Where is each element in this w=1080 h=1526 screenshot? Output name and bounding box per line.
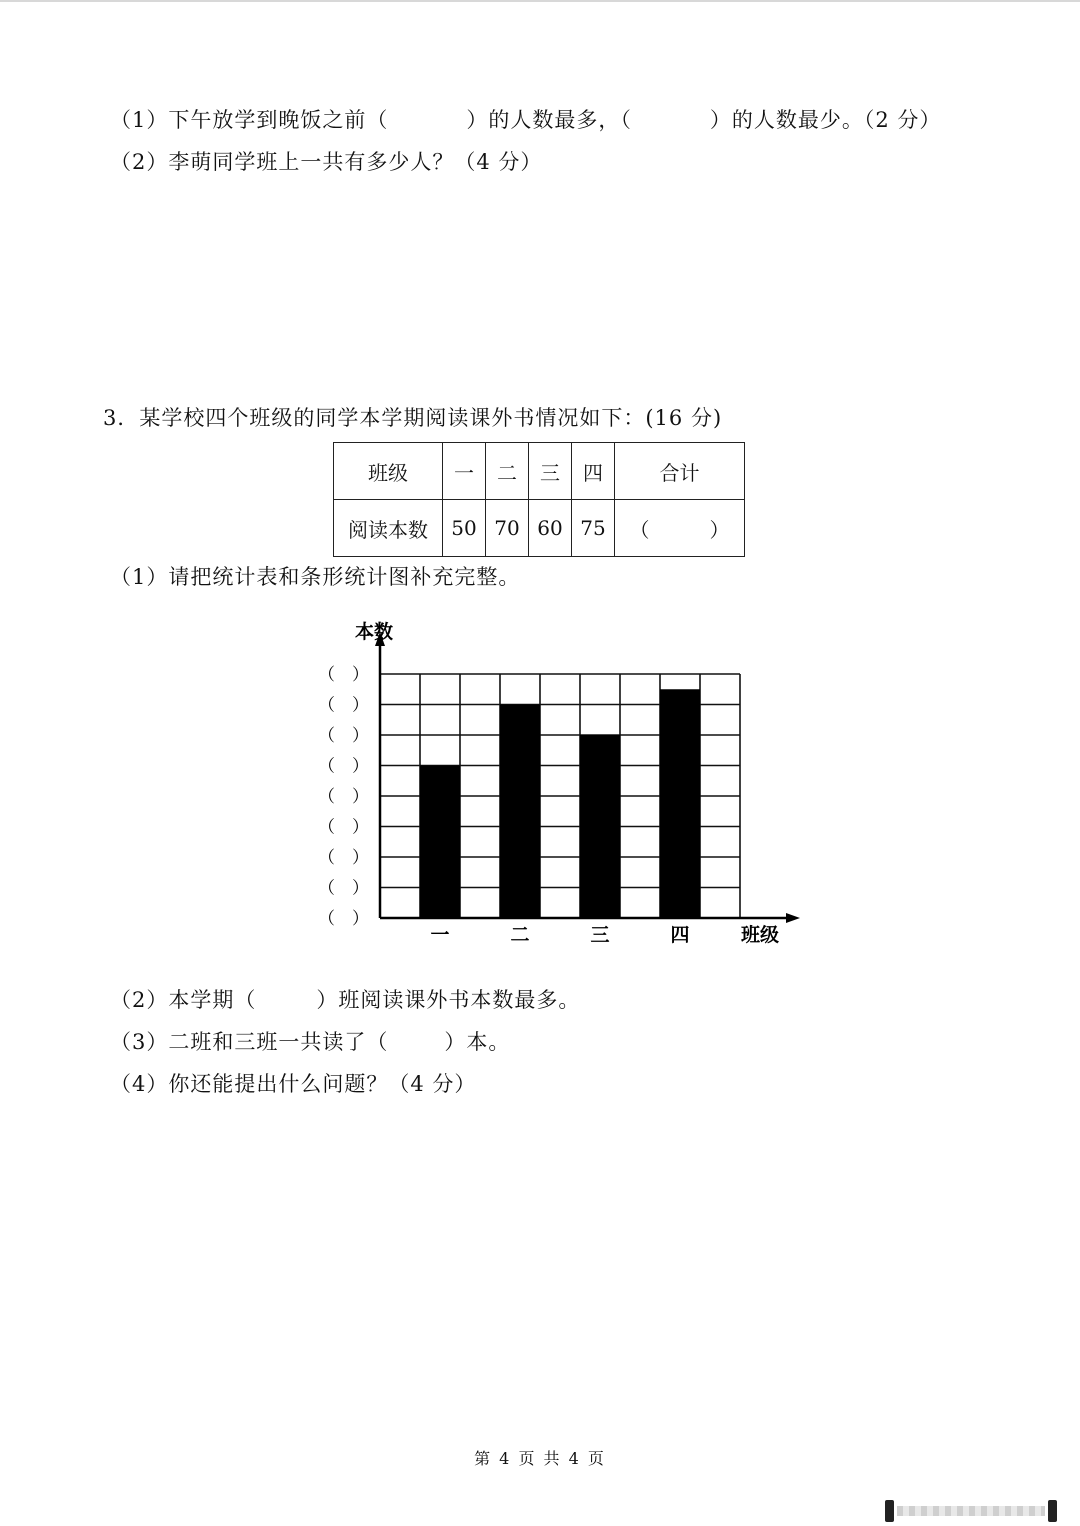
total-answer-cell[interactable]: （ ）	[615, 500, 745, 557]
x-axis-label: 班级	[740, 924, 780, 946]
question-2-2: （2）李萌同学班上一共有多少人？（4 分）	[110, 150, 543, 174]
x-axis-arrow	[786, 913, 800, 923]
y-tick-blank: （ ）	[318, 756, 369, 777]
table-cell: 70	[486, 500, 529, 557]
table-cell: 一	[443, 443, 486, 500]
question-3-1: （1）请把统计表和条形统计图补充完整。	[110, 565, 521, 589]
x-tick-label: 三	[590, 924, 610, 946]
y-tick-blank: （ ）	[318, 787, 369, 807]
table-row	[334, 500, 745, 557]
y-tick-blank: （ ）	[318, 817, 369, 838]
reading-stats-table	[333, 442, 745, 557]
scrollbar-right-cap[interactable]	[1048, 1500, 1057, 1522]
question-3-title: 3．某学校四个班级的同学本学期阅读课外书情况如下：(16 分)	[103, 406, 723, 430]
y-axis-label: 本数	[354, 621, 394, 643]
y-tick-blank: （ ）	[318, 726, 369, 746]
scrollbar-track[interactable]	[897, 1506, 1045, 1516]
bar-二	[500, 705, 540, 919]
table-row	[334, 443, 745, 500]
bar-chart	[310, 612, 810, 952]
table-cell: 班级	[334, 443, 443, 500]
table-cell: 四	[572, 443, 615, 500]
table-cell: 三	[529, 443, 572, 500]
table-cell: 60	[529, 500, 572, 557]
y-tick-blank: （ ）	[318, 695, 369, 716]
bar-一	[420, 766, 460, 919]
y-tick-blank: （ ）	[318, 665, 369, 685]
table-cell: 合计	[615, 443, 745, 500]
x-tick-label: 一	[430, 924, 450, 946]
scrollbar[interactable]	[885, 1500, 1057, 1522]
table-cell: 50	[443, 500, 486, 557]
x-tick-label: 四	[670, 924, 690, 946]
y-tick-blank: （ ）	[318, 848, 369, 868]
table-cell: 75	[572, 500, 615, 557]
table-cell: 二	[486, 443, 529, 500]
question-3-2: （2）本学期（ ）班阅读课外书本数最多。	[110, 988, 581, 1012]
y-tick-blank: （ ）	[318, 878, 369, 899]
scrollbar-left-cap[interactable]	[885, 1500, 894, 1522]
page-footer: 第 4 页 共 4 页	[474, 1449, 606, 1468]
question-2-1: （1）下午放学到晚饭之前（ ）的人数最多，（ ）的人数最少。（2 分）	[110, 108, 942, 132]
y-tick-blank: （ ）	[318, 909, 369, 929]
bar-三	[580, 735, 620, 918]
top-divider	[0, 0, 1080, 2]
question-3-4: （4）你还能提出什么问题？（4 分）	[110, 1072, 477, 1096]
question-3-3: （3）二班和三班一共读了（ ）本。	[110, 1030, 511, 1054]
table-cell: 阅读本数	[334, 500, 443, 557]
bar-四	[660, 689, 700, 918]
x-tick-label: 二	[510, 924, 530, 946]
